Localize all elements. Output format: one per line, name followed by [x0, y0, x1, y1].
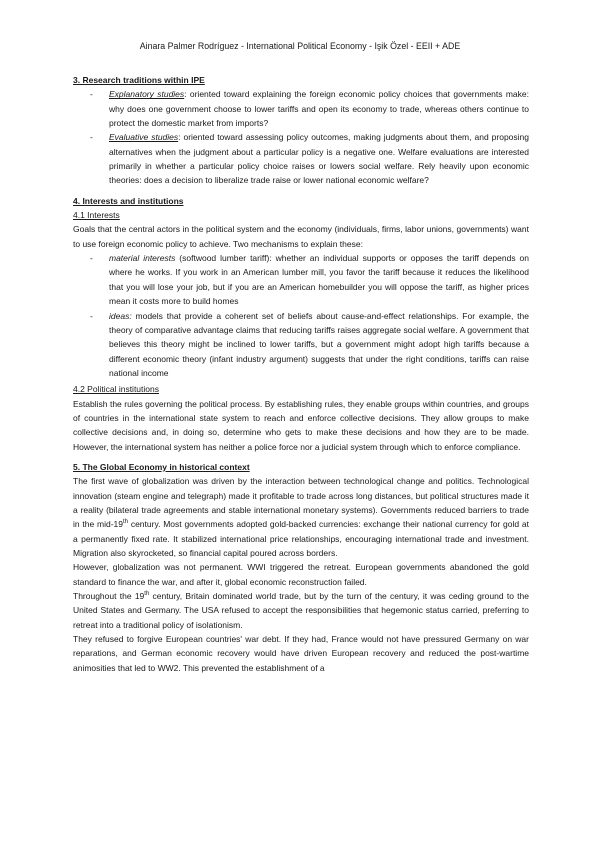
dash-bullet: -	[90, 89, 93, 100]
list-item	[73, 309, 529, 381]
superscript: th	[123, 519, 129, 526]
paragraph-text: century, Britain dominated world trade, but by the turn of the century, it was ceding ground to the United States and Germany. The USA refused to accept the responsibilities that hegemonic status carried, preferring to retreat into a traditional policy of isolationism.	[73, 591, 529, 630]
term-ideas: ideas:	[109, 310, 132, 321]
term-evaluative: Evaluative studies	[109, 132, 179, 143]
page-header: Ainara Palmer Rodríguez - International Political Economy - Işik Özel - EEII + ADE	[139, 41, 461, 51]
list-item	[73, 87, 529, 130]
dash-bullet: -	[90, 132, 93, 143]
research-traditions-list	[73, 87, 529, 187]
paragraph-text: The first wave of globalization was driven by the interaction between technological change and politics. Technological innovation (steam engine and telegraph) made it profitable to trade across long distances, but political structures made it a reality (bilateral trade agreements and stable international monetary systems). Governments reduced barriers to trade in the mid-19	[73, 476, 529, 530]
list-item	[73, 130, 529, 187]
globalization-paragraph-1	[73, 474, 529, 560]
section-5-title: 5. The Global Economy in historical context	[73, 461, 250, 472]
list-item	[73, 251, 529, 308]
subsection-4-2-title: 4.2 Political institutions	[73, 384, 159, 395]
globalization-paragraph-3	[73, 589, 529, 632]
dash-bullet: -	[90, 253, 93, 264]
globalization-paragraph-2: However, globalization was not permanent. WWI triggered the retreat. European governments abandoned the gold standard to finance the war, and after it, global economic reconstruction failed.	[73, 562, 529, 587]
item-text: models that provide a coherent set of beliefs about cause-and-effect relationships. For example, the theory of comparative advantage claims that reducing tariffs raises aggregate social welfare. A government that believes this theory might be inclined to lower tariffs, but a government might adopt high tariffs because a different economic theory (infant industry argument) suggests that under the right conditions, tariffs can raise national income	[109, 310, 529, 378]
political-institutions-text: Establish the rules governing the political process. By establishing rules, they enable groups within countries, and groups of countries in the international state system to reach and enforce collective decisions. They allow groups to make collective decisions and, in doing so, determine who gets to make these decisions and how they are to be made. However, the international system has neither a police force nor a judicial system through which to enforce compliance.	[73, 398, 529, 452]
superscript: th	[144, 591, 150, 598]
paragraph-text: Throughout the 19	[73, 591, 145, 602]
item-text: : oriented toward explaining the foreign economic policy choices that governments make: why does one government choose to lower tariffs and open its economy to trade, whereas others continue to protect the domestic market from imports?	[109, 89, 530, 129]
section-4-title: 4. Interests and institutions	[73, 195, 184, 206]
term-explanatory: Explanatory studies	[109, 89, 185, 100]
globalization-paragraph-4: They refused to forgive European countries' war debt. If they had, France would not have pressured Germany on war reparations, and German economic recovery would have driven European recovery and reduced the post-wartime animosities that led to WW2. This prevented the establishment of a	[73, 634, 529, 673]
page-content	[73, 73, 529, 675]
term-material-interests: material interests	[109, 253, 176, 264]
dash-bullet: -	[90, 310, 93, 321]
paragraph-text: century. Most governments adopted gold-backed currencies: exchange their national currency for gold at a permanently fixed rate. It stabilized international price relationships, encouraging international trade and investment. Migration also skyrocketed, so financial capital poured across borders.	[73, 519, 530, 558]
item-text: (softwood lumber tariff): whether an individual supports or opposes the tariff depends on where he works. If you work in an American lumber mill, you favor the tariff because it reduces the likelihood that you will lose your job, but if you are an American homebuilder you will oppose the tariff, as higher prices mean it costs more to build homes	[109, 253, 530, 307]
interests-intro: Goals that the central actors in the political system and the economy (individuals, firms, labor unions, governments) want to use foreign economic policy to achieve. Two mechanisms to explain these:	[73, 224, 529, 249]
subsection-4-1-title: 4.1 Interests	[73, 210, 120, 221]
section-3-title: 3. Research traditions within IPE	[73, 75, 205, 85]
item-text: : oriented toward assessing policy outcomes, making judgments about them, and proposing alternatives when the judgment about a particular policy is a negative one. Welfare evaluations are interested primarily in whether a particular policy choice raises or lowers social welfare. Rely heavily upon economic theories: does a decision to liberalize trade raise or lower national economic welfare?	[109, 132, 529, 186]
interests-list	[73, 251, 529, 380]
